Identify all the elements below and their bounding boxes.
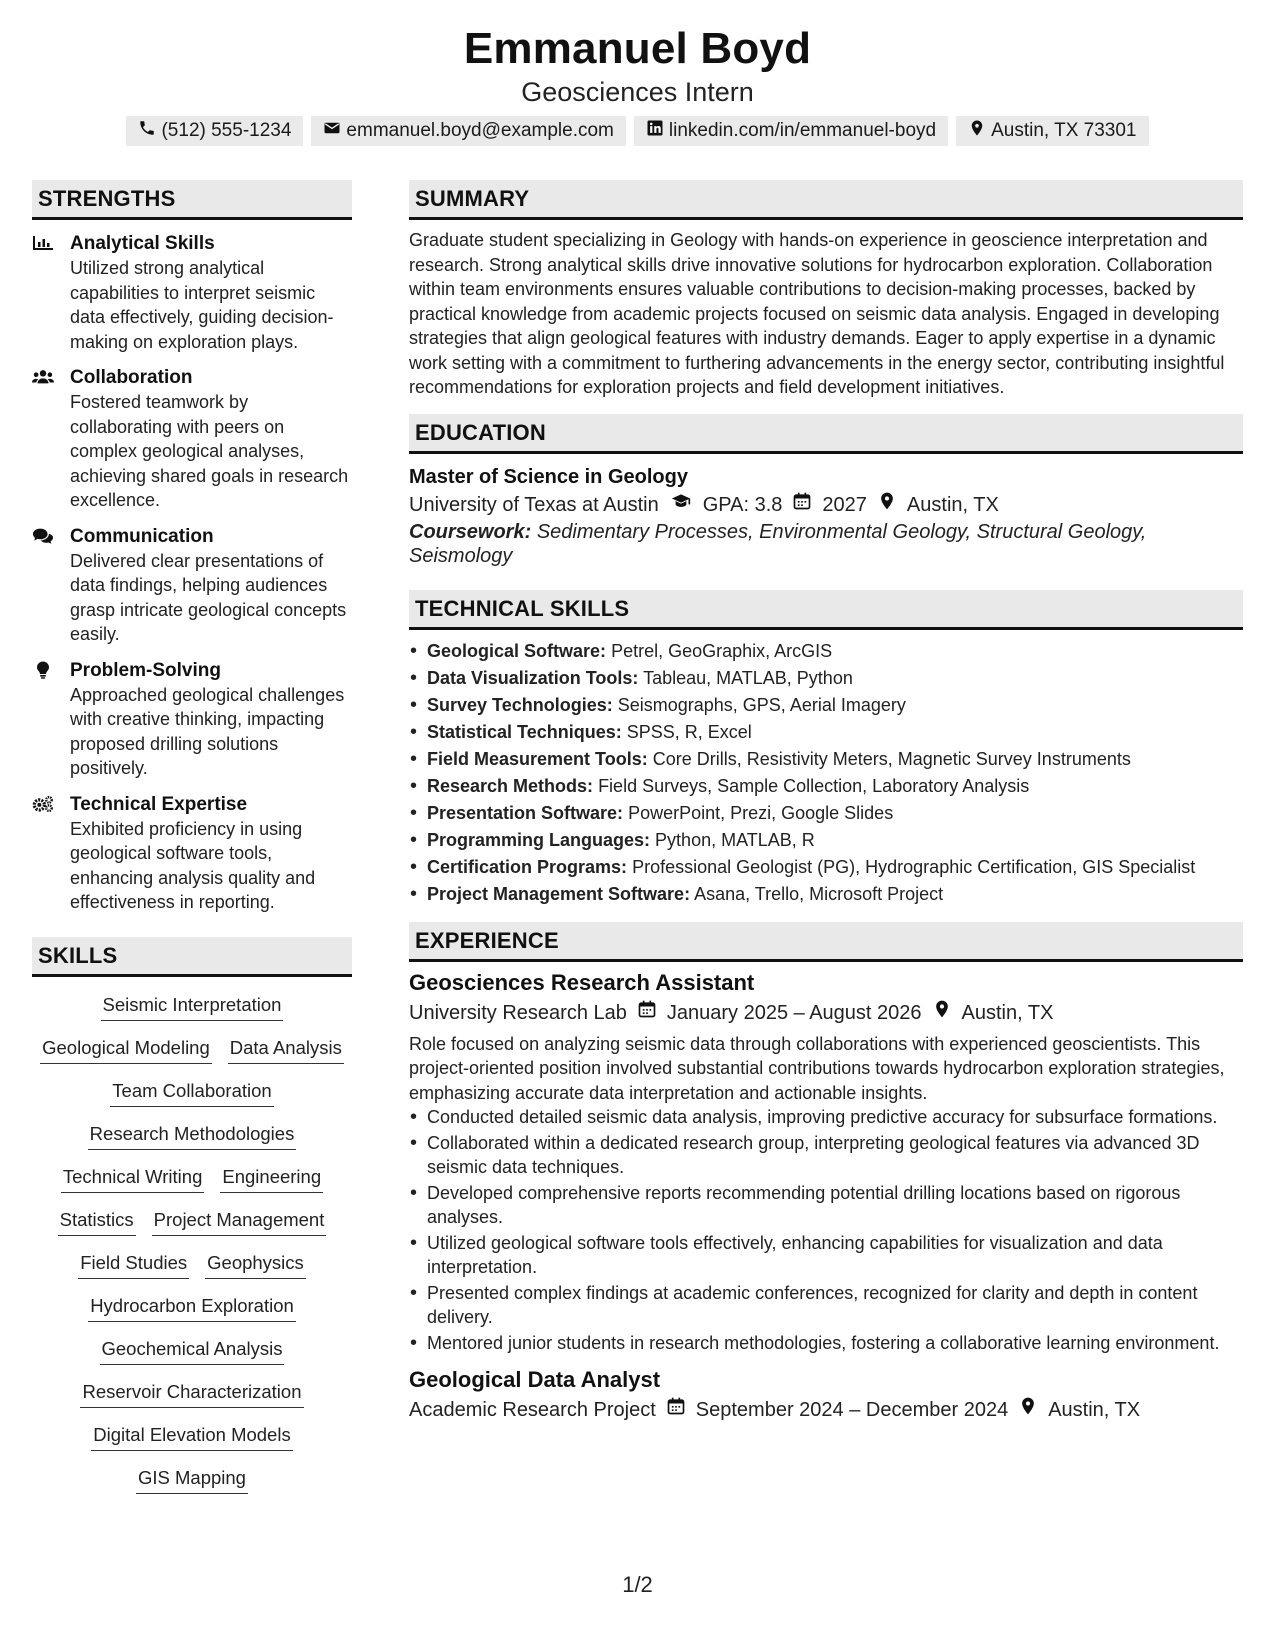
experience-heading: EXPERIENCE [409, 922, 1243, 962]
list-item: • Collaborated within a dedicated research group, interpreting geological features via advanced 3D seismic data techniques. [409, 1131, 1243, 1180]
strength-item [32, 232, 352, 354]
tech-value: Professional Geologist (PG), Hydrographic Certification, GIS Specialist [632, 856, 1196, 877]
list-item [409, 665, 1243, 692]
candidate-role: Geosciences Intern [521, 77, 754, 107]
contact-location [956, 116, 1148, 146]
tech-label: Survey Technologies: [427, 694, 613, 715]
strength-item [32, 659, 352, 781]
job-description: Role focused on analyzing seismic data through collaborations with experienced geoscientists. This project-oriented position involved substantial contributions towards hydrocarbon exploration strategies, emphasizing accurate data interpretation and actionable insights. [409, 1033, 1225, 1103]
job-bullets [409, 1105, 1243, 1355]
right-column [409, 180, 1243, 1425]
tech-label: Field Measurement Tools: [427, 748, 648, 769]
job-meta [409, 1395, 1243, 1425]
skill-tag: Geophysics [205, 1251, 306, 1279]
contact-email[interactable] [311, 116, 625, 146]
linkedin-text: linkedin.com/in/emmanuel-boyd [668, 120, 937, 141]
graduation-year: 2027 [822, 493, 867, 516]
calendar-icon [666, 1395, 686, 1425]
tech-value: Tableau, MATLAB, Python [643, 667, 853, 688]
organization: Academic Research Project [409, 1399, 656, 1421]
gpa-text: GPA: 3.8 [702, 493, 783, 516]
list-item: • Presented complex findings at academic conferences, recognized for clarity and depth in content delivery. [409, 1281, 1243, 1330]
tech-value: SPSS, R, Excel [626, 721, 752, 742]
list-item [409, 746, 1243, 773]
school-name: University of Texas at Austin [409, 493, 659, 516]
strength-title: Communication [70, 525, 214, 547]
job-dates: September 2024 – December 2024 [695, 1399, 1009, 1421]
coursework [409, 520, 1243, 568]
phone-icon [138, 119, 156, 143]
skill-tag: Data Analysis [228, 1036, 344, 1064]
skill-tag: Statistics [58, 1208, 136, 1236]
envelope-icon [323, 119, 341, 143]
tech-value: Petrel, GeoGraphix, ArcGIS [611, 640, 833, 661]
skill-tag: Research Methodologies [88, 1122, 297, 1150]
education-meta [409, 490, 1243, 520]
tech-label: Presentation Software: [427, 802, 624, 823]
phone-text: (512) 555-1234 [161, 120, 292, 141]
map-marker-icon [968, 119, 986, 143]
skill-tag: Seismic Interpretation [101, 993, 284, 1021]
comments-icon [32, 525, 58, 647]
coursework-list: Sedimentary Processes, Environmental Geology, Structural Geology, Seismology [409, 520, 1147, 567]
contact-phone[interactable] [126, 116, 303, 146]
skill-tag: Project Management [152, 1208, 327, 1236]
contact-linkedin[interactable] [634, 116, 948, 146]
skills-heading: SKILLS [32, 937, 352, 977]
graduation-cap-icon [669, 490, 693, 520]
tech-label: Geological Software: [427, 640, 607, 661]
technical-skills-list [409, 638, 1243, 908]
job-location: Austin, TX [961, 1001, 1054, 1024]
list-item: • Developed comprehensive reports recommending potential drilling locations based on rigorous analyses. [409, 1181, 1243, 1230]
list-item [409, 800, 1243, 827]
strength-desc: Exhibited proficiency in using geological software tools, enhancing analysis quality and effectiveness in reporting. [70, 818, 316, 912]
job-location: Austin, TX [1048, 1399, 1141, 1421]
location-text: Austin, TX 73301 [991, 120, 1137, 141]
skill-tag: Geological Modeling [40, 1036, 212, 1064]
tech-value: Python, MATLAB, R [655, 829, 815, 850]
strengths-heading: STRENGTHS [32, 180, 352, 220]
page-number: 1/2 [622, 1572, 653, 1597]
skill-tag: GIS Mapping [136, 1466, 248, 1494]
list-item [409, 773, 1243, 800]
tech-value: Asana, Trello, Microsoft Project [694, 883, 944, 904]
strength-desc: Utilized strong analytical capabilities to interpret seismic data effectively, guiding decision-making on exploration plays. [70, 258, 334, 352]
skill-tag: Reservoir Characterization [80, 1380, 303, 1408]
summary-heading: SUMMARY [409, 180, 1243, 220]
list-item [409, 827, 1243, 854]
list-item [409, 638, 1243, 665]
skill-tag: Geochemical Analysis [100, 1337, 285, 1365]
job-title: Geosciences Research Assistant [409, 969, 755, 995]
job-dates: January 2025 – August 2026 [666, 1001, 922, 1024]
strength-title: Analytical Skills [70, 233, 215, 254]
users-icon [32, 366, 58, 513]
list-item [409, 854, 1243, 881]
strength-desc: Delivered clear presentations of data findings, helping audiences grasp intricate geological concepts easily. [70, 550, 347, 644]
list-item: • Mentored junior students in research methodologies, fostering a collaborative learning environment. [409, 1331, 1243, 1356]
job-entry [409, 968, 1243, 1356]
strength-item [32, 366, 352, 513]
summary-text: Graduate student specializing in Geology with hands-on experience in geoscience interpretation and research. Strong analytical skills drive innovative solutions for hydrocarbon exploration. Collaboration within team environments ensures valuable contributions to decision-making processes, backed by practical knowledge from academic projects focused on seismic data analysis. Engaged in developing strategies that align geological features with industry demands. Eager to apply expertise in a dynamic work setting with a commitment to furthering advancements in the energy sector, contributing insightful recommendations for exploration projects and field development initiatives. [409, 230, 1225, 397]
tech-label: Programming Languages: [427, 829, 651, 850]
list-item: • Utilized geological software tools effectively, enhancing capabilities for visualization and data interpretation. [409, 1231, 1243, 1280]
tech-label: Research Methods: [427, 775, 594, 796]
job-title: Geological Data Analyst [409, 1367, 661, 1392]
tech-value: Core Drills, Resistivity Meters, Magnetic Survey Instruments [652, 748, 1131, 769]
strength-title: Collaboration [70, 367, 193, 388]
email-text: emmanuel.boyd@example.com [346, 120, 614, 141]
job-meta [409, 998, 1243, 1028]
tech-label: Project Management Software: [427, 883, 691, 904]
map-marker-icon [932, 998, 952, 1028]
calendar-icon [792, 490, 812, 520]
list-item [409, 692, 1243, 719]
bar-chart-icon [32, 232, 58, 354]
strength-item [32, 525, 352, 647]
tech-value: Field Surveys, Sample Collection, Laboratory Analysis [598, 775, 1030, 796]
tech-label: Data Visualization Tools: [427, 667, 639, 688]
skill-tag: Engineering [220, 1165, 323, 1193]
contact-bar [0, 116, 1275, 146]
lightbulb-icon [32, 659, 58, 781]
map-marker-icon [877, 490, 897, 520]
list-item [409, 881, 1243, 908]
strength-title: Technical Expertise [70, 793, 248, 815]
organization: University Research Lab [409, 1001, 627, 1024]
list-item [409, 719, 1243, 746]
strength-title: Problem-Solving [70, 659, 221, 681]
tech-label: Certification Programs: [427, 856, 628, 877]
list-item: • Conducted detailed seismic data analysis, improving predictive accuracy for subsurface formations. [409, 1105, 1243, 1130]
job-entry [409, 1365, 1243, 1425]
tech-value: Seismographs, GPS, Aerial Imagery [617, 694, 906, 715]
coursework-label: Coursework: [409, 520, 532, 543]
education-heading: EDUCATION [409, 414, 1243, 454]
skill-tag: Hydrocarbon Exploration [88, 1294, 296, 1322]
strength-item [32, 793, 352, 915]
skills-list [32, 993, 352, 1494]
resume-header [0, 0, 1275, 146]
strength-desc: Fostered teamwork by collaborating with peers on complex geological analyses, achieving shared goals in research excellence. [70, 392, 349, 510]
degree-title: Master of Science in Geology [409, 465, 688, 488]
calendar-icon [637, 998, 657, 1028]
left-column [32, 180, 352, 1494]
technical-skills-heading: TECHNICAL SKILLS [409, 590, 1243, 630]
tech-label: Statistical Techniques: [427, 721, 622, 742]
strength-desc: Approached geological challenges with creative thinking, impacting proposed drilling solutions positively. [70, 684, 345, 778]
linkedin-icon [646, 119, 664, 143]
gears-icon [32, 793, 58, 915]
map-marker-icon [1018, 1395, 1038, 1425]
skill-tag: Digital Elevation Models [91, 1423, 292, 1451]
school-location: Austin, TX [906, 493, 999, 516]
candidate-name: Emmanuel Boyd [463, 24, 812, 73]
skill-tag: Technical Writing [61, 1165, 205, 1193]
skill-tag: Team Collaboration [110, 1079, 273, 1107]
skill-tag: Field Studies [78, 1251, 189, 1279]
tech-value: PowerPoint, Prezi, Google Slides [628, 802, 894, 823]
